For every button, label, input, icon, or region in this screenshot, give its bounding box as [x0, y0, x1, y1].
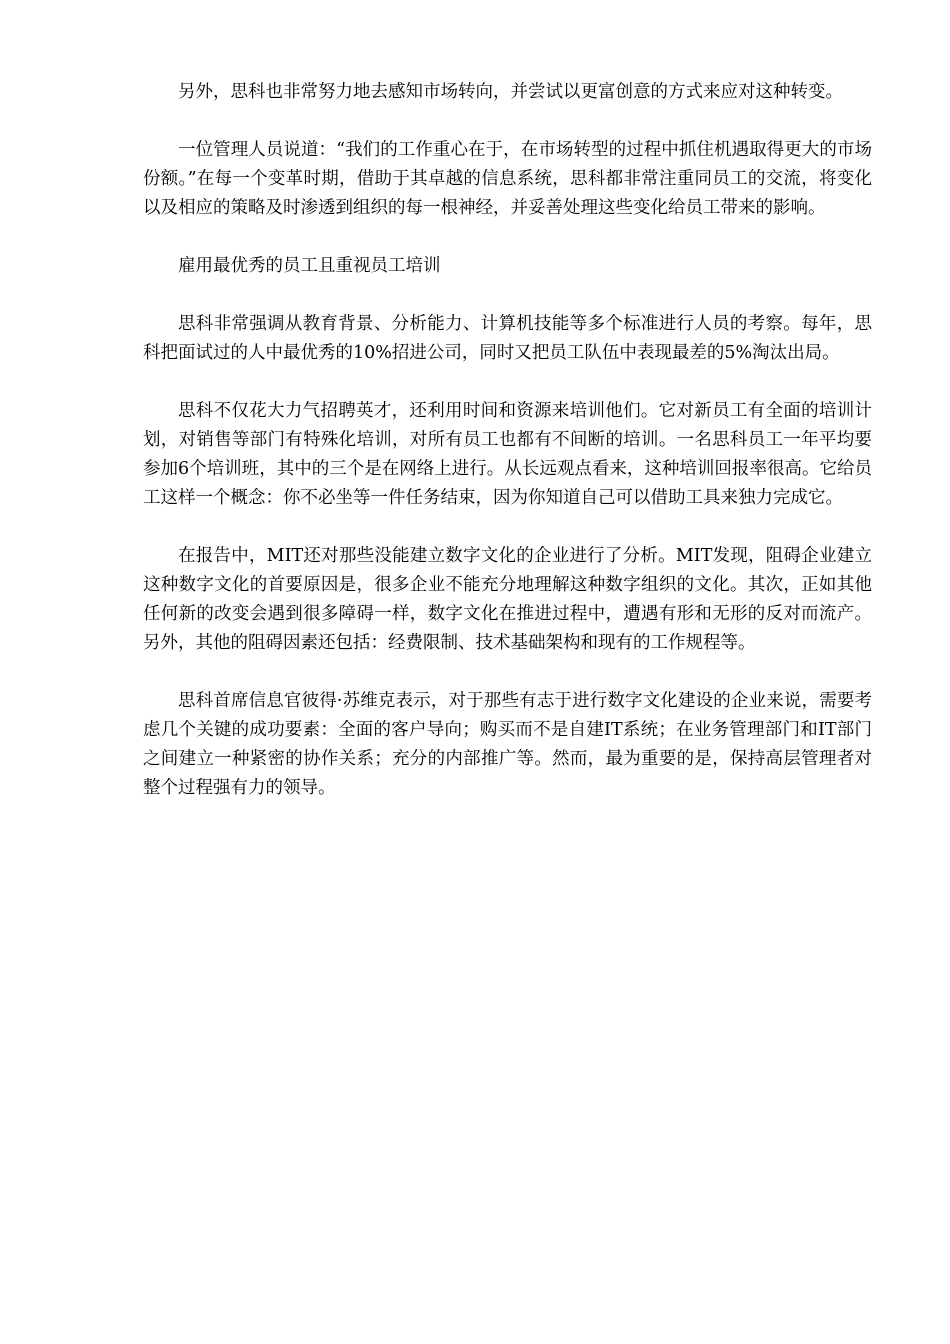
paragraph-hiring-standards: 思科非常强调从教育背景、分析能力、计算机技能等多个标准进行人员的考察。每年，思科把面试过的人中最优秀的10%招进公司，同时又把员工队伍中表现最差的5%淘汰出局。	[143, 314, 872, 363]
paragraph-mit-analysis: 在报告中，MIT还对那些没能建立数字文化的企业进行了分析。MIT发现，阻碍企业建立这种数字文化的首要原因是，很多企业不能充分地理解这种数字组织的文化。其次，正如其他任何新的改变会遇到很多障碍一样，数字文化在推进过程中，遭遇有形和无形的反对而流产。另外，其他的阻碍因素还包括：经费限制、技术基础架构和现有的工作规程等。	[143, 546, 872, 653]
paragraph-manager-quote: 一位管理人员说道：“我们的工作重心在于，在市场转型的过程中抓住机遇取得更大的市场份额。”在每一个变革时期，借助于其卓越的信息系统，思科都非常注重同员工的交流，将变化以及相应的策略及时渗透到组织的每一根神经，并妥善处理这些变化给员工带来的影响。	[143, 140, 872, 218]
paragraph-cio-success-factors: 思科首席信息官彼得·苏维克表示，对于那些有志于进行数字文化建设的企业来说，需要考虑几个关键的成功要素：全面的客户导向；购买而不是自建IT系统；在业务管理部门和IT部门之间建立一种紧密的协作关系；充分的内部推广等。然而，最为重要的是，保持高层管理者对整个过程强有力的领导。	[143, 691, 872, 798]
paragraph-market-shift: 另外，思科也非常努力地去感知市场转向，并尝试以更富创意的方式来应对这种转变。	[178, 82, 843, 102]
section-heading-hiring-training: 雇用最优秀的员工且重视员工培训	[178, 256, 441, 276]
paragraph-training: 思科不仅花大力气招聘英才，还利用时间和资源来培训他们。它对新员工有全面的培训计划，对销售等部门有特殊化培训，对所有员工也都有不间断的培训。一名思科员工一年平均要参加6个培训班，其中的三个是在网络上进行。从长远观点看来，这种培训回报率很高。它给员工这样一个概念：你不必坐等一件任务结束，因为你知道自己可以借助工具来独力完成它。	[143, 401, 872, 508]
document-body	[143, 78, 872, 832]
